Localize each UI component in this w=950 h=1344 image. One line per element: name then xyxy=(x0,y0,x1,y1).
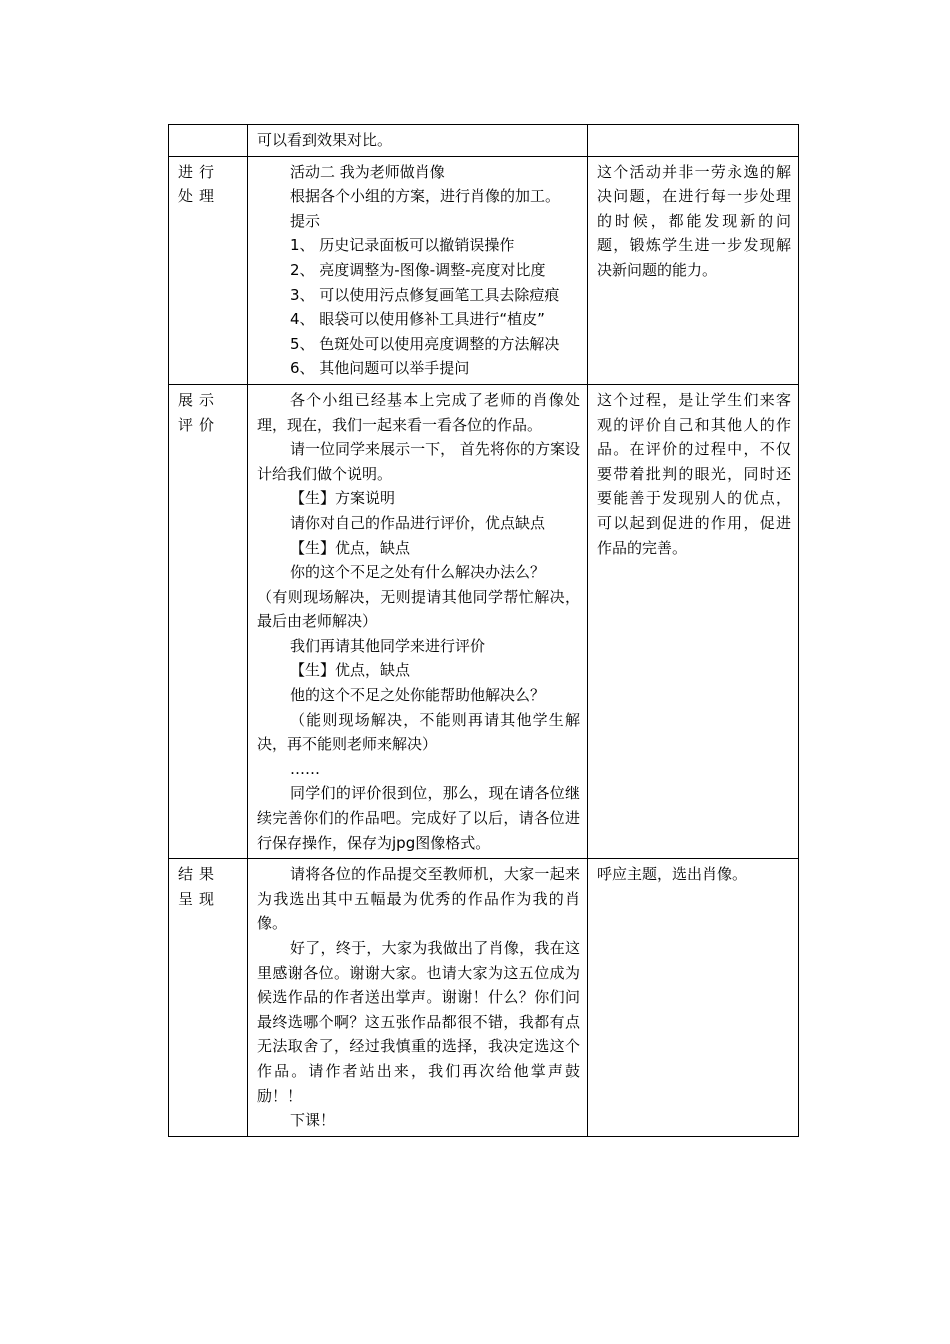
note-cell xyxy=(588,125,799,157)
content-cell xyxy=(248,859,588,1137)
list-item: 4、 眼袋可以使用修补工具进行“植皮” xyxy=(290,310,545,329)
paragraph: 下课！ xyxy=(290,1111,336,1130)
content-cell xyxy=(248,156,588,384)
paragraph: 【生】优点，缺点 xyxy=(290,661,411,680)
list-item: 3、 可以使用污点修复画笔工具去除痘痕 xyxy=(290,285,560,304)
paragraph: 请一位同学来展示一下， 首先将你的方案设计给我们做个说明。 xyxy=(257,440,580,483)
paragraph: 好了，终于，大家为我做出了肖像，我在这里感谢各位。谢谢大家。也请大家为这五位成为候选作品的作者送出掌声。谢谢！什么？你们问最终选哪个啊？这五张作品都很不错，我都有点无法取舍了，经过我慎重的选择，我决定选这个作品。请作者站出来，我们再次给他掌声鼓励！！ xyxy=(257,939,580,1105)
paragraph: 请你对自己的作品进行评价，优点缺点 xyxy=(290,513,546,532)
paragraph: 各个小组已经基本上完成了老师的肖像处理，现在，我们一起来看一看各位的作品。 xyxy=(257,390,580,434)
note-cell: 这个过程，是让学生们来客观的评价自己和其他人的作品。在评价的过程中，不仅要带着批判的眼光，同时还要能善于发现别人的优点，可以起到促进的作用，促进作品的完善。 xyxy=(588,384,799,858)
paragraph: （有则现场解决，无则提请其他同学帮忙解决，最后由老师解决） xyxy=(257,587,580,631)
paragraph: 同学们的评价很到位，那么，现在请各位继续完善你们的作品吧。完成好了以后，请各位进行保存操作，保存为jpg图像格式。 xyxy=(257,784,580,852)
paragraph: 你的这个不足之处有什么解决办法么？ xyxy=(290,563,546,582)
stage-cell: 展示评价 xyxy=(169,384,248,858)
content-cell xyxy=(248,384,588,858)
paragraph: 根据各个小组的方案，进行肖像的加工。 xyxy=(290,187,561,206)
activity-title: 活动二 我为老师做肖像 xyxy=(290,162,445,181)
list-item: 6、 其他问题可以举手提问 xyxy=(290,359,470,378)
paragraph: …… xyxy=(290,759,320,778)
stage-cell: 进行处理 xyxy=(169,156,248,384)
table-row xyxy=(169,125,799,157)
note-cell: 呼应主题，选出肖像。 xyxy=(588,859,799,1137)
stage-cell xyxy=(169,125,248,157)
list-item: 1、 历史记录面板可以撤销误操作 xyxy=(290,236,515,255)
paragraph: 【生】方案说明 xyxy=(290,489,396,508)
table-row xyxy=(169,384,799,858)
table-row xyxy=(169,859,799,1137)
paragraph: 请将各位的作品提交至教师机，大家一起来为我选出其中五幅最为优秀的作品作为我的肖像。 xyxy=(257,865,580,933)
stage-cell: 结果呈现 xyxy=(169,859,248,1137)
tip-label: 提示 xyxy=(290,211,321,230)
list-item: 5、 色斑处可以使用亮度调整的方法解决 xyxy=(290,334,560,353)
content-cell xyxy=(248,125,588,157)
paragraph: 【生】优点，缺点 xyxy=(290,538,411,557)
lesson-plan-table xyxy=(168,124,799,1137)
paragraph: 可以看到效果对比。 xyxy=(257,131,393,149)
table-row xyxy=(169,156,799,384)
list-item: 2、 亮度调整为-图像-调整-亮度对比度 xyxy=(290,260,546,279)
paragraph: （能则现场解决，不能则再请其他学生解决，再不能则老师来解决） xyxy=(257,710,580,754)
paragraph: 我们再请其他同学来进行评价 xyxy=(290,636,486,655)
paragraph: 他的这个不足之处你能帮助他解决么？ xyxy=(290,686,546,705)
note-cell: 这个活动并非一劳永逸的解决问题，在进行每一步处理的时候，都能发现新的问题，锻炼学生进一步发现解决新问题的能力。 xyxy=(588,156,799,384)
